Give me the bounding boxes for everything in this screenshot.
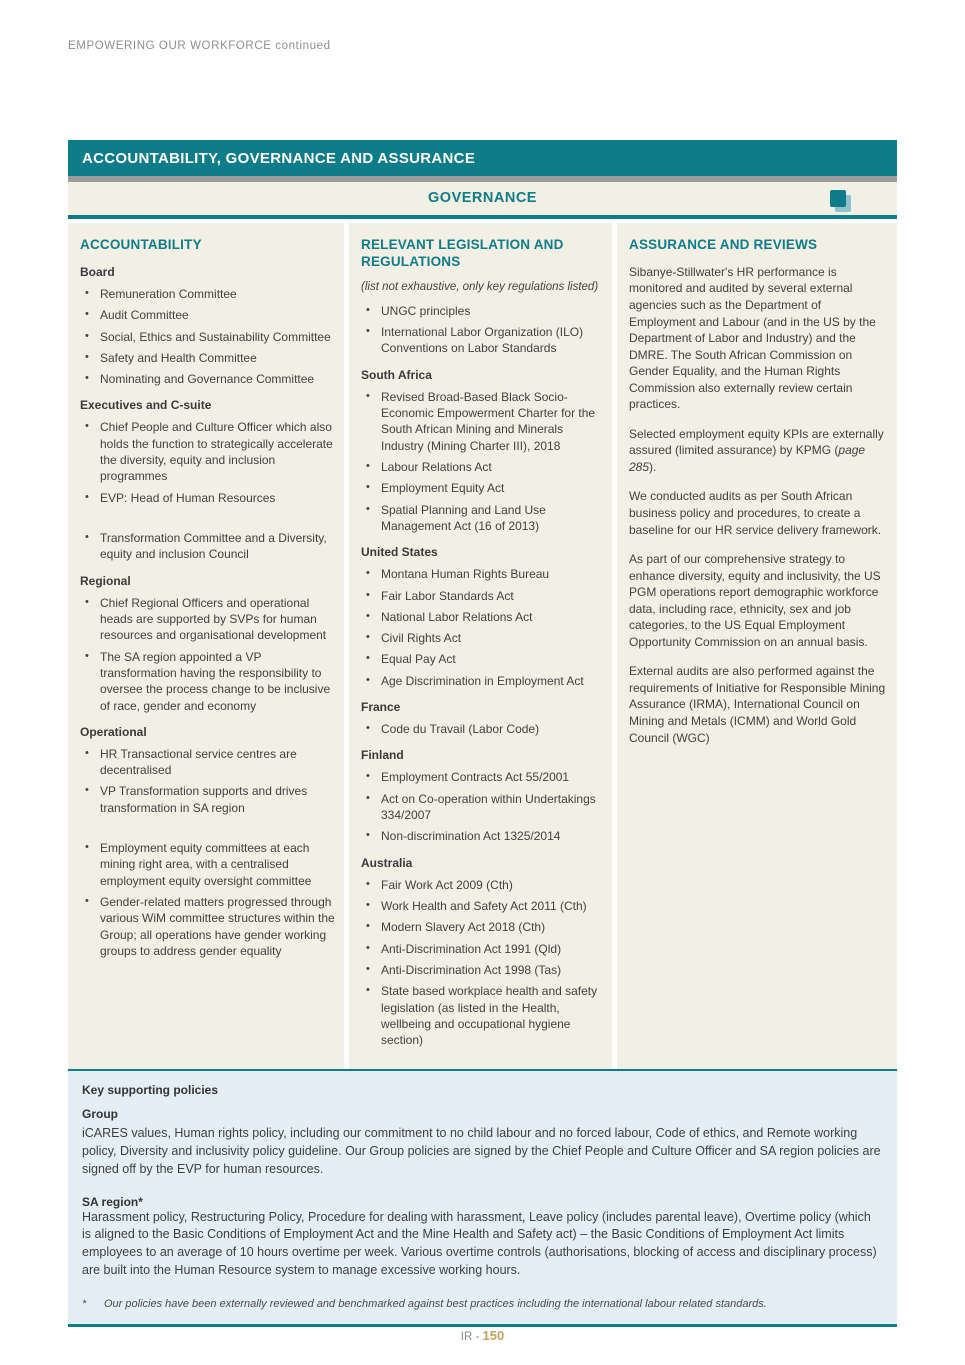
- group-title: Finland: [361, 748, 404, 763]
- bullet-item: [80, 595, 336, 644]
- bullet-icon: •: [366, 631, 370, 644]
- paragraph: We conducted audits as per South African business policy and procedures, to create a baseline for our HR service delivery framework.: [629, 489, 882, 537]
- bullet-item: [361, 588, 604, 604]
- bullet-icon: •: [366, 609, 370, 622]
- bullet-item: [80, 649, 336, 714]
- bullet-text: Act on Co-operation within Undertakings 334/2007: [381, 791, 596, 822]
- bullet-item: [80, 840, 336, 889]
- bullet-text: Non-discrimination Act 1325/2014: [381, 829, 561, 844]
- bullet-text: Revised Broad-Based Black Socio-Economic Empowerment Charter for the South African Mining and Minerals Industry (Mining Charter III), 2018: [381, 389, 596, 453]
- bullet-text: State based workplace health and safety legislation (as listed in the Health, wellbeing and occupational hygiene section): [381, 984, 598, 1048]
- bullet-item: [80, 371, 336, 387]
- page-front-shape: [830, 190, 846, 207]
- bullet-item: [361, 877, 604, 893]
- bullet-icon: •: [366, 877, 370, 890]
- bullet-item: [361, 962, 604, 978]
- bullet-item: [361, 919, 604, 935]
- bullet-item: [361, 630, 604, 646]
- bullet-icon: •: [366, 303, 370, 316]
- bullet-icon: •: [366, 652, 370, 665]
- bullet-item: [80, 746, 336, 779]
- group-title: Regional: [80, 573, 131, 588]
- bullet-icon: •: [366, 481, 370, 494]
- bullet-text: Safety and Health Committee: [100, 350, 257, 365]
- column-note: (list not exhaustive, only key regulations listed): [361, 280, 599, 293]
- paragraph: External audits are also performed against the requirements of Initiative for Responsible Mining Assurance (IRMA), International Council on Mining and Metals (ICMM) and World Gold Council (WGC): [629, 664, 886, 745]
- bullet-text: Employment equity committees at each mining right area, with a centralised employment equity oversight committee: [100, 841, 312, 888]
- running-header: EMPOWERING OUR WORKFORCE continued: [68, 40, 331, 52]
- bullet-text: The SA region appointed a VP transformation having the responsibility to oversee the process change to be inclusive of race, gender and economy: [100, 649, 331, 713]
- bullet-icon: •: [366, 673, 370, 686]
- column-accountability: [68, 223, 344, 1069]
- bullet-text: Fair Work Act 2009 (Cth): [381, 877, 513, 892]
- column-assurance: [617, 223, 897, 1069]
- main-content: [68, 140, 897, 1327]
- bullet-text: Nominating and Governance Committee: [100, 372, 315, 387]
- divider-line: [68, 215, 897, 219]
- bullet-icon: •: [366, 898, 370, 911]
- bullet-item: [80, 307, 336, 323]
- bullet-text: VP Transformation supports and drives transformation in SA region: [100, 784, 308, 815]
- bullet-text: Chief People and Culture Officer which also holds the function to strategically accelerate the diversity, equity and inclusion programmes: [100, 420, 333, 484]
- bullet-icon: •: [366, 962, 370, 975]
- group-title: Australia: [361, 855, 413, 870]
- bullet-icon: •: [85, 329, 89, 342]
- bullet-text: Social, Ethics and Sustainability Committee: [100, 329, 331, 344]
- bullet-text: Code du Travail (Labor Code): [381, 722, 540, 737]
- bullet-item: [361, 609, 604, 625]
- group-policies-title: Group: [82, 1107, 118, 1122]
- section-banner: ACCOUNTABILITY, GOVERNANCE AND ASSURANCE: [68, 140, 897, 176]
- bullet-item: [80, 286, 336, 302]
- bullet-item: [361, 898, 604, 914]
- bullet-text: Transformation Committee and a Diversity, equity and inclusion Council: [100, 531, 327, 562]
- bullet-icon: •: [85, 286, 89, 299]
- bullet-icon: •: [85, 841, 89, 854]
- bullet-icon: •: [85, 531, 89, 543]
- key-policies-heading: Key supporting policies: [82, 1083, 219, 1098]
- group-title: South Africa: [361, 367, 432, 382]
- footnote-text: Our policies have been externally reviewed and benchmarked against best practices including the international labour related standards.: [104, 1297, 767, 1310]
- bullet-text: Audit Committee: [100, 308, 189, 323]
- bullet-icon: •: [366, 984, 370, 997]
- paragraph: Sibanye-Stillwater's HR performance is monitored and audited by several external agencies such as the Department of Employment and Labour (and in the US by the Department of Labor and Industry) and the DMRE. The South African Commission on Gender Equality, and the Human Rights Commission also externally review certain practices.: [629, 264, 876, 412]
- bullet-item: [361, 651, 604, 667]
- bullet-item: [361, 791, 604, 824]
- group-title: Board: [80, 264, 115, 279]
- bullet-text: Labour Relations Act: [381, 459, 492, 474]
- paragraph: Selected employment equity KPIs are externally assured (limited assurance) by KPMG (page 285).: [629, 426, 884, 474]
- column-heading: RELEVANT LEGISLATION AND REGULATIONS: [361, 237, 564, 269]
- bullet-item: [361, 828, 604, 844]
- bullet-item: [361, 459, 604, 475]
- bullet-text: Montana Human Rights Bureau: [381, 567, 550, 582]
- bullet-item: [361, 566, 604, 582]
- bullet-item: [80, 329, 336, 345]
- bullet-icon: •: [85, 420, 89, 433]
- column-heading: ASSURANCE AND REVIEWS: [629, 237, 818, 252]
- bullet-text: National Labor Relations Act: [381, 609, 533, 624]
- bullet-icon: •: [366, 588, 370, 601]
- bullet-text: HR Transactional service centres are decentralised: [100, 746, 297, 778]
- bullet-item: [361, 389, 604, 454]
- bullet-icon: •: [366, 502, 370, 515]
- bullet-text: Civil Rights Act: [381, 631, 462, 646]
- bullet-icon: •: [366, 920, 370, 933]
- footer-prefix: IR -: [460, 1331, 483, 1343]
- bullet-icon: •: [85, 595, 89, 608]
- bullet-text: Anti-Discrimination Act 1991 (Qld): [381, 941, 562, 956]
- bullet-text: EVP: Head of Human Resources: [100, 490, 276, 505]
- bullet-item: [80, 894, 336, 959]
- page-footer: [0, 1328, 965, 1343]
- group-policies-text: iCARES values, Human rights policy, including our commitment to no child labour and no forced labour, Code of ethics, and Remote working policy, Diversity and inclusivity policy guideline. Our Group policies are signed by the Chief People and Culture Officer and SA region policies are signed off by the EVP for human resources.: [82, 1126, 881, 1176]
- group-title: Operational: [80, 724, 147, 739]
- bullet-icon: •: [366, 389, 370, 402]
- bullet-icon: •: [85, 784, 89, 797]
- group-title: Executives and C-suite: [80, 398, 212, 413]
- bullet-item: [80, 350, 336, 366]
- bullet-icon: •: [366, 770, 370, 783]
- bullet-item: [361, 721, 604, 737]
- bullet-icon: •: [85, 895, 89, 907]
- group-title: France: [361, 700, 401, 715]
- bullet-icon: •: [366, 459, 370, 472]
- bullet-icon: •: [366, 829, 370, 842]
- columns: [68, 223, 897, 1069]
- page-number: 150: [482, 1328, 505, 1343]
- bullet-icon: •: [366, 325, 370, 338]
- bullet-item: [361, 502, 604, 535]
- bullet-item: [80, 530, 336, 563]
- bullet-item: [361, 324, 604, 357]
- footnote: [82, 1298, 883, 1310]
- bullet-item: [80, 490, 336, 506]
- bullet-icon: •: [366, 791, 370, 804]
- bullet-text: UNGC principles: [381, 303, 471, 318]
- column-legislation: [349, 223, 612, 1069]
- footnote-marker: *: [82, 1297, 87, 1310]
- bullet-item: [80, 783, 336, 816]
- bullet-text: Employment Contracts Act 55/2001: [381, 770, 570, 785]
- bullet-icon: •: [85, 649, 89, 662]
- bullet-text: Anti-Discrimination Act 1998 (Tas): [381, 962, 562, 977]
- bullet-item: [361, 983, 604, 1048]
- bullet-icon: •: [366, 722, 370, 735]
- bullet-item: [361, 769, 604, 785]
- bullet-item: [361, 941, 604, 957]
- bullet-icon: •: [366, 567, 370, 580]
- column-heading: ACCOUNTABILITY: [80, 237, 202, 252]
- bullet-icon: •: [85, 490, 89, 503]
- bullet-item: [80, 419, 336, 484]
- subsection-title: GOVERNANCE: [68, 182, 897, 215]
- bullet-text: Age Discrimination in Employment Act: [381, 673, 584, 688]
- bullet-item: [361, 303, 604, 319]
- bullet-icon: •: [366, 941, 370, 954]
- bullet-item: [361, 480, 604, 496]
- bullet-item: [361, 673, 604, 689]
- sa-region-title: SA region*: [82, 1194, 143, 1209]
- key-policies-box: [68, 1069, 897, 1326]
- sa-region-text: Harassment policy, Restructuring Policy, Procedure for dealing with harassment, Leave policy (includes parental leave), Overtime policy (which is aligned to the Basic Conditions of Employment Act and the Mine Health and Safety act) – the Basic Conditions of Employment Act limits employees to an average of 10 hours overtime per week. Various overtime controls (authorisations, blocking of access and disciplinary process) are built into the Human Resource system to manage excessive working hours.: [82, 1209, 877, 1277]
- pages-reference-icon: [830, 190, 854, 216]
- bullet-text: International Labor Organization (ILO) Conventions on Labor Standards: [381, 325, 584, 356]
- bullet-text: Remuneration Committee: [100, 286, 237, 301]
- bullet-text: Chief Regional Officers and operational heads are supported by SVPs for human resources and organisational development: [100, 595, 327, 643]
- bullet-icon: •: [85, 746, 89, 759]
- bullet-text: Work Health and Safety Act 2011 (Cth): [381, 898, 587, 913]
- paragraph: As part of our comprehensive strategy to enhance diversity, equity and inclusivity, the US PGM operations report demographic workforce data, including race, ethnicity, sex and job categories, to the US Equal Employment Opportunity Commission on an annual basis.: [629, 552, 881, 649]
- bullet-text: Equal Pay Act: [381, 652, 456, 667]
- bullet-icon: •: [85, 372, 89, 385]
- bullet-text: Modern Slavery Act 2018 (Cth): [381, 920, 546, 935]
- bullet-text: Employment Equity Act: [381, 481, 505, 496]
- bullet-text: Gender-related matters progressed through various WiM committee structures within the Group; all operations have gender working groups to address gender equality: [100, 895, 335, 958]
- group-title: United States: [361, 545, 438, 560]
- bullet-icon: •: [85, 308, 89, 321]
- bullet-text: Spatial Planning and Land Use Management Act (16 of 2013): [381, 502, 546, 533]
- bullet-text: Fair Labor Standards Act: [381, 588, 514, 603]
- bullet-icon: •: [85, 350, 89, 363]
